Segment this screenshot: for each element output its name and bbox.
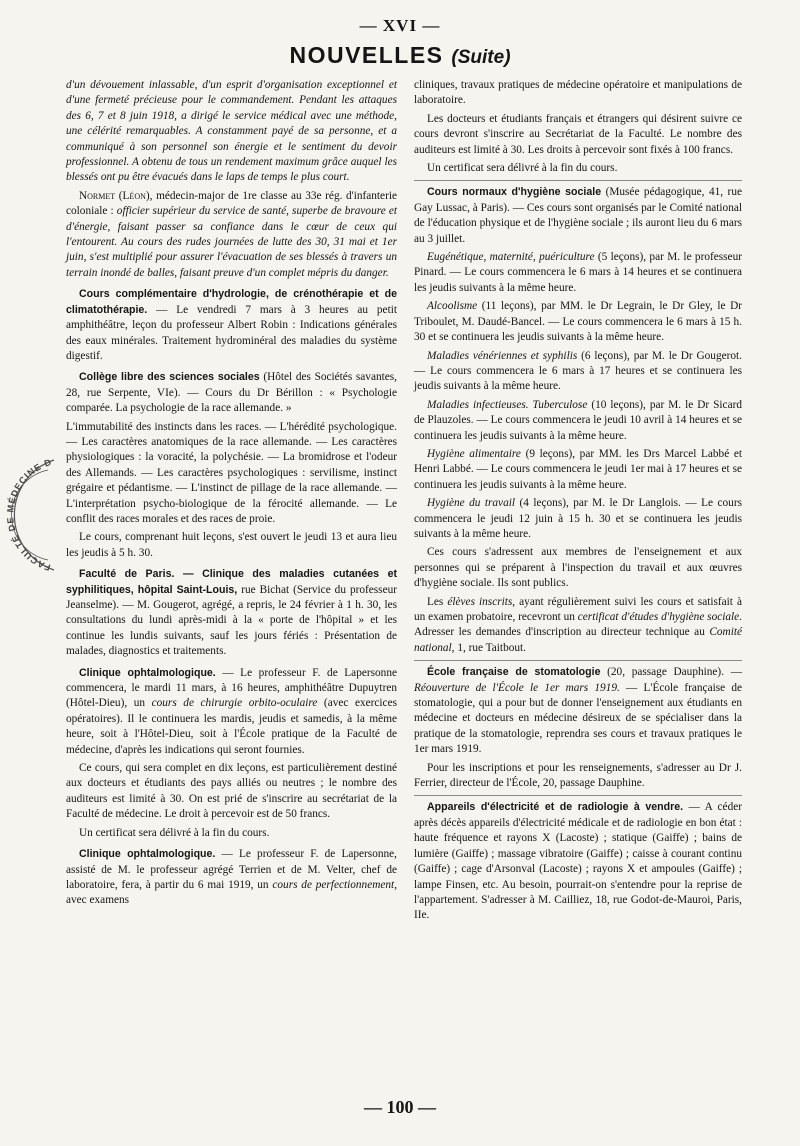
paragraph: Collège libre des sciences sociales (Hôtel des Sociétés savantes, 28, rue Serpente, VIe). — Cours du Dr Bérillon : « Psychologie comparée. La psychologie de la race allemande. » (66, 371, 397, 415)
paragraph: d'un dévouement inlassable, d'un esprit d'organisation exceptionnel et d'une fermeté précieuse pour le commandement. Pendant les attaques des 6, 7 et 8 juin 1918, a dirigé le service médical avec une méthode, une célérité remarquables. A constamment payé de sa personne, et a communiqué à son personnel son énergie et le sentiment du devoir professionnel. A obtenu de tous un rendement maximum grâce auquel les blessés ont pu être évacués dans le laps de temps le plus court. (66, 79, 397, 184)
paragraph: Hygiène du travail (4 leçons), par M. le Dr Langlois. — Le cours commencera le jeudi 12 juin à 15 h. 30 et se continuera les jeudis suivants à la même heure. (414, 497, 742, 540)
paragraph: Un certificat sera délivré à la fin du cours. (79, 826, 270, 839)
roman-page-header: — XVI — (359, 16, 441, 35)
library-stamp (0, 450, 76, 580)
paragraph: Cours complémentaire d'hydrologie, de crénothérapie et de climatothérapie. — Le vendredi 7 mars à 3 heures au petit amphithéâtre, leçon du professeur Albert Robin : Indications générales des eaux minérales. Traitement hydrominéral des maladies du système digestif. (66, 288, 397, 362)
paragraph: Ces cours s'adressent aux membres de l'enseignement et aux personnes qui se préparent à l'inspection du travail et aux œuvres d'hygiène sociale. Ils sont publics. (414, 546, 742, 590)
paragraph: Clinique ophtalmologique. — Le professeur F. de Lapersonne commencera, le mardi 11 mars, à 16 heures, amphithéâtre Dupuytren (Hôtel-Dieu), un cours de chirurgie orbito-oculaire (avec exercices opératoires). Il le continuera les mardis, jeudis et samedis, à la même heure, soit à l'Hôtel-Dieu, soit à l'École pratique de la Faculté de médecine, d'après les indications qui seront fournies. (66, 666, 397, 756)
paragraph: Les élèves inscrits, ayant régulièrement suivi les cours et satisfait à un examen probatoire, recevront un certificat d'études d'hygiène sociale. Adresser les demandes d'inscription au directeur technique au Comité national, 1, rue Taitbout. (414, 595, 743, 654)
paragraph: Maladies vénériennes et syphilis (6 leçons), par M. le Dr Gougerot. — Le cours commencera le 6 mars à 17 heures et se continuera les jeudis suivants à la même heure. (414, 349, 742, 393)
paragraph: Maladies infectieuses. Tuberculose (10 leçons), par M. le Dr Sicard de Plauzoles. — Le cours commencera le jeudi 10 avril à 14 heures et se continuera les jeudis suivants à la même heure. (414, 398, 742, 442)
left-column (66, 78, 397, 912)
paragraph: Le cours, comprenant huit leçons, s'est ouvert le jeudi 13 et aura lieu les jeudis à 5 h. 30. (66, 531, 397, 559)
paragraph: Les docteurs et étudiants français et étrangers qui désirent suivre ce cours devront s'inscrire au Secrétariat de la Faculté. Le nombre des auditeurs est limité à 30. Les droits à percevoir sont fixés à 100 francs. (414, 112, 742, 156)
paragraph: Clinique ophtalmologique. — Le professeur F. de Lapersonne, assisté de M. le professeur agrégé Terrien et de M. Velter, chef de laboratoire, fera, à partir du 6 mai 1919, un cours de perfectionnement, avec examens (66, 848, 398, 907)
paragraph: Ce cours, qui sera complet en dix leçons, est particulièrement destiné aux docteurs et étudiants des pays alliés ou neutres ; le nombre des auditeurs est limité à 30. On est prié de s'inscrire au secrétariat de la Faculté de médecine. Le droit à percevoir est de 50 francs. (66, 762, 397, 821)
page-title (0, 42, 800, 69)
paragraph: Un certificat sera délivré à la fin du cours. (427, 162, 618, 175)
paragraph: Eugénétique, maternité, puériculture (5 leçons), par M. le professeur Pinard. — Le cours commencera le 6 mars à 14 heures et se continuera les jeudis suivants à la même heure. (414, 251, 742, 294)
paragraph: Alcoolisme (11 leçons), par MM. le Dr Legrain, le Dr Gley, le Dr Triboulet, M. Daudé-Bancel. — Le cours commencera le 6 mars à 15 h. 30 et se continuera les jeudis suivants à la même heure. (414, 300, 742, 344)
stamp-text: FACULTÉ DE MÉDECINE D (5, 456, 54, 573)
paragraph: Pour les inscriptions et pour les renseignements, s'adresser au Dr J. Ferrier, directeur de l'École, 20, passage Dauphine. (414, 761, 742, 790)
title-text: NOUVELLES (289, 42, 444, 68)
paragraph: Appareils d'électricité et de radiologie à vendre. — A céder après décès appareils d'électricité médicale et de radiologie en bon état : haute fréquence et rayons X (Lacoste) ; statique (Gaiffe) ; bains de lumière (Gaiffe) ; massage vibratoire (Gaiffe) ; caisse à courant continu (Gaiffe) ; cage d'Arsonval (Lacoste) ; rayons X et ampoules (Gaiffe) ; lampe Finsen, etc. Au besoin, pourrait-on s'entendre pour la reprise de l'appartement. S'adresser à M. Cailliez, 18, rue Godot-de-Mauroi, Paris, IIe. (414, 795, 742, 923)
paragraph: cliniques, travaux pratiques de médecine opératoire et manipulations de laboratoire. (414, 79, 742, 107)
paragraph: École française de stomatologie (20, passage Dauphine). — Réouverture de l'École le 1er mars 1919. — L'École française de stomatologie, qui a pour but de donner l'enseignement aux étudiants en médecine et docteurs en médecine désireux de se spécialiser dans la pratique de la stomatologie, reprendra ses cours et travaux pratiques le 1er mars 1919. (414, 660, 742, 757)
paragraph: Normet (Léon), médecin-major de 1re classe au 33e rég. d'infanterie coloniale : officier supérieur du service de santé, superbe de bravoure et d'énergie, faisant passer sa confiance dans le cœur de ceux qui l'entourent. Au cours des rudes journées de lutte des 30, 31 mai et 1er juin, s'est multiplié pour assurer l'évacuation de ses blessés à travers un terrain inondé de balles, faisant preuve d'un complet mépris du danger. (66, 189, 397, 279)
paragraph: Cours normaux d'hygiène sociale (Musée pédagogique, 41, rue Gay Lussac, à Paris). — Ces cours sont organisés par le Comité national de l'éducation physique et de l'hygiène sociale ; ils auront lieu du 6 mars au 3 juillet. (414, 180, 742, 247)
page-number: — 100 — (364, 1097, 436, 1117)
title-suffix: (Suite) (451, 47, 511, 68)
paragraph: Faculté de Paris. — Clinique des maladies cutanées et syphilitiques, hôpital Saint-Louis, rue Bichat (Service du professeur Jeanselme). — M. Gougerot, agrégé, a repris, le 24 février à 1 h. 30, les consultations du lundi après-midi à la « porte de l'hôpital » et les continue les lundis suivants, sauf les jours fériés : Présentation de malades, diagnostics et traitements. (66, 568, 398, 658)
svg-text:FACULTÉ DE MÉDECINE DE PARIS (0, 450, 53, 573)
paragraph: Hygiène alimentaire (9 leçons), par MM. les Drs Marcel Labbé et Henri Labbé. — Le cours commencera le jeudi 1er mai à 17 heures et se continuera les jeudis suivants à la même heure. (414, 447, 742, 491)
right-column (414, 78, 742, 927)
paragraph: L'immutabilité des instincts dans les races. — L'hérédité psychologique. — Les caractères anatomiques de la race allemande. — Les caractères physiologiques : la voracité, la polychésie. — La bromidrose et l'odeur des Allemands. — Les caractères psychologiques : servilisme, instinct grégaire et pédantisme. — L'instinct de pillage de la race allemande. — L'interprétation psycho-biologique de la férocité allemande. — Le conflit des races morales et des races de proie. (66, 420, 397, 525)
